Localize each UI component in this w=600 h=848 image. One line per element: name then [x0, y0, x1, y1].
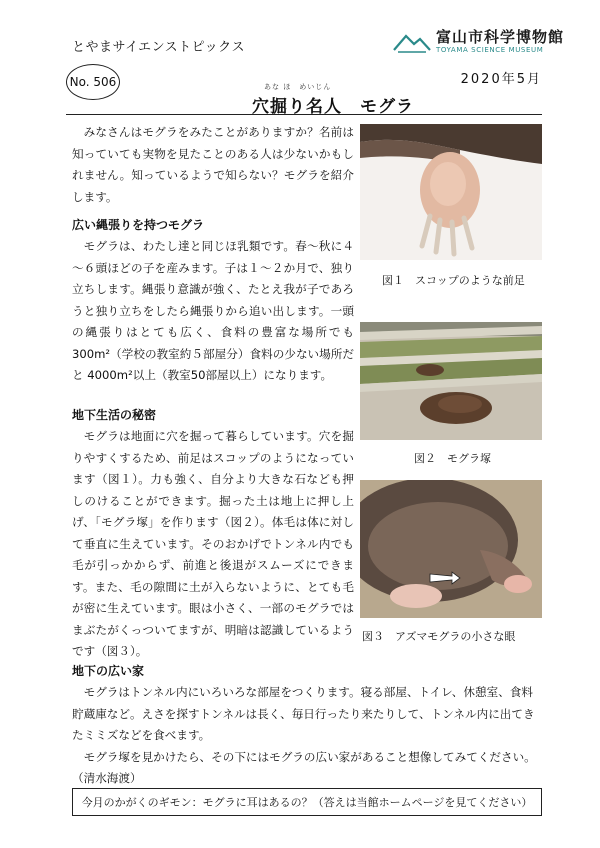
figure-1-caption: 図１ スコップのような前足	[382, 274, 525, 287]
section-heading-territory: 広い縄張りを持つモグラ	[72, 218, 205, 232]
territory-text: モグラは、わたし達と同じほ乳類です。春～秋に４～６頭ほどの子を産みます。子は１～２か月で、独り立ちします。縄張り意識が強く、たとえ我が子であろうと独り立ちをしたら縄張りから追い出します。一頭の縄張りはとても広く、食料の豊富な場所でも 300m²（学校の教室約５部屋分）食料の少ない場所だと 4000m²以上（教室50部屋以上）になります。	[72, 239, 354, 382]
figure-2-caption: 図２ モグラ塚	[414, 452, 491, 465]
home-text-2: モグラ塚を見かけたら、その下にはモグラの広い家があること想像してみてください。（清水海渡）	[72, 749, 536, 785]
mole-face-image	[360, 480, 542, 618]
figure-1-photo	[360, 124, 542, 260]
museum-logo	[392, 26, 565, 60]
intro-paragraph	[72, 122, 354, 208]
section-heading-home: 地下の広い家	[72, 664, 145, 678]
molehill-image	[360, 322, 542, 440]
issue-date: 2020年5月	[460, 72, 542, 87]
series-title: とやまサイエンストピックス	[72, 40, 246, 55]
figure-3-photo	[360, 480, 542, 618]
mole-forefoot-image	[360, 124, 542, 260]
figure-3-caption: 図３ アズマモグラの小さな眼	[362, 630, 516, 643]
museum-name-jp: 富山市科学博物館	[436, 28, 565, 46]
underground-text: モグラは地面に穴を掘って暮らしています。穴を掘りやすくするため、前足はスコップのようになっています（図１）。力も強く、自分より大きな石なども押しのけることができます。掘った土は地上に押し上げ、「モグラ塚」を作ります（図２）。体毛は体に対して垂直に生えています。そのおかげでトンネル内でも毛が引っかからず、前進と後退がスムーズにできます。また、毛の隙間に土が入らないように、とても毛が密に生えています。眼は小さく、一部のモグラではまぶたがくっついてますが、明暗は認識しているようです（図３）。	[72, 429, 354, 658]
museum-name-en: TOYAMA SCIENCE MUSEUM	[436, 46, 544, 54]
issue-number-badge: No. 506	[66, 64, 120, 100]
home-text-1: モグラはトンネル内にいろいろな部屋をつくります。寝る部屋、トイレ、休憩室、食料貯蔵庫など。えさを探すトンネルは長く、毎日行ったり来たりして、トンネル内に出てきたミミズなどを食べます。	[72, 685, 535, 742]
section-body-home	[72, 682, 542, 790]
section-body-territory	[72, 236, 354, 387]
intro-text: みなさんはモグラをみたことがありますか？名前は知っていても実物を見たことのある人は少ないかもしれません。知っているようで知らない？モグラを紹介します。	[72, 125, 354, 204]
title-ruby: あな ほ めいじん	[264, 83, 332, 91]
science-question-box: 今月のかがくのギモン：モグラに耳はあるの？（答えは当館ホームページを見てください）	[72, 788, 542, 816]
section-body-underground	[72, 426, 354, 663]
mountain-logo-icon	[392, 28, 432, 56]
figure-2-photo	[360, 322, 542, 440]
section-heading-underground: 地下生活の秘密	[72, 408, 157, 422]
page-title: 穴掘り名人 モグラ	[252, 97, 414, 117]
title-divider	[66, 114, 542, 115]
